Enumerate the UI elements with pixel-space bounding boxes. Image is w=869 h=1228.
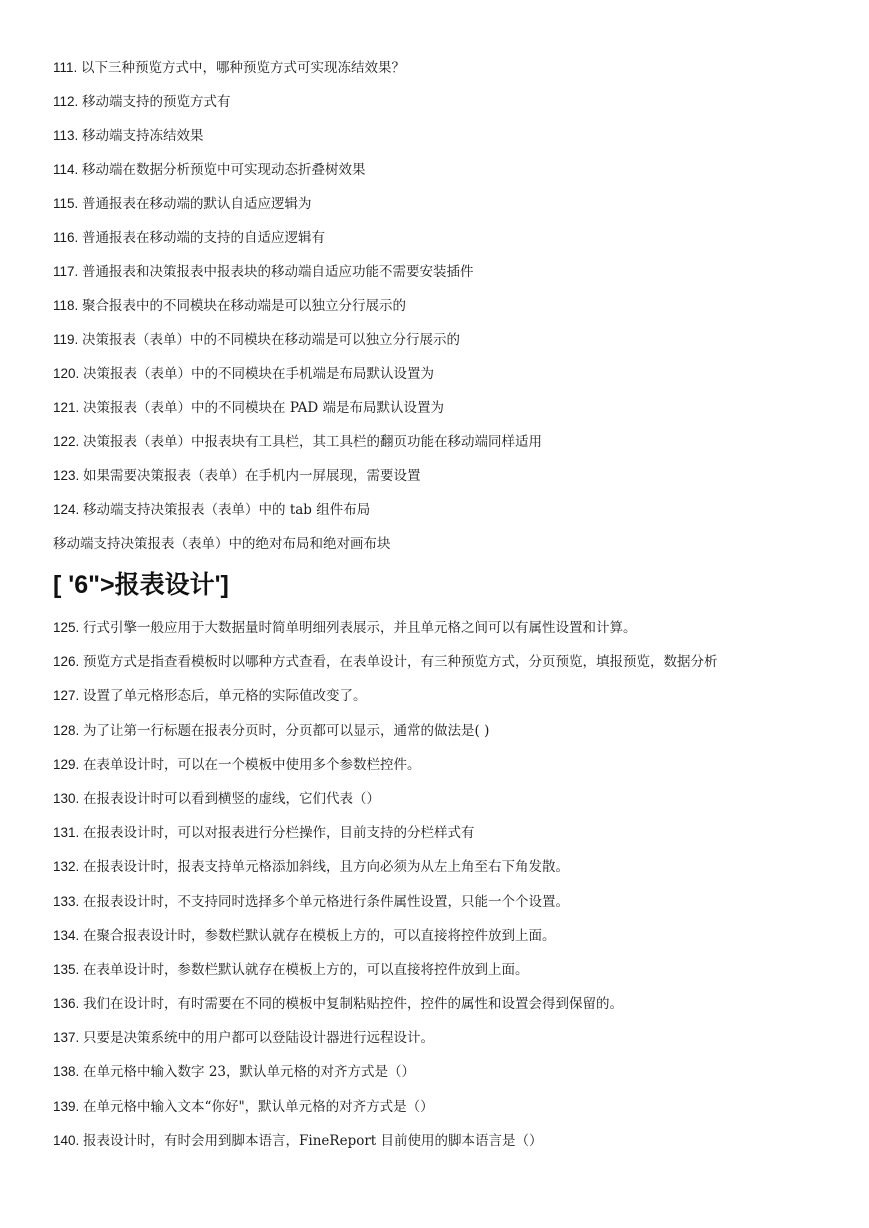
question-number: 139. bbox=[53, 1098, 80, 1114]
question-number: 123. bbox=[53, 468, 80, 483]
question-number: 136. bbox=[53, 996, 80, 1012]
question-text: 普通报表在移动端的默认自适应逻辑为 bbox=[82, 196, 312, 212]
question-text: 在报表设计时，不支持同时选择多个单元格进行条件属性设置，只能一个个设置。 bbox=[83, 893, 570, 910]
question-text: 行式引擎一般应用于大数据量时简单明细列表展示，并且单元格之间可以有属性设置和计算。 bbox=[83, 620, 637, 636]
section-heading: [ '6">报表设计'] bbox=[53, 571, 229, 599]
question-text: 如果需要决策报表（表单）在手机内一屏展现，需要设置 bbox=[83, 468, 421, 484]
question-item bbox=[53, 58, 843, 78]
question-number: 117. bbox=[53, 264, 79, 279]
question-text: 聚合报表中的不同模块在移动端是可以独立分行展示的 bbox=[82, 298, 407, 314]
document-page bbox=[53, 58, 843, 1165]
question-text: 报表设计时，有时会用到脚本语言，FineReport 目前使用的脚本语言是（） bbox=[83, 1132, 543, 1149]
question-text: 决策报表（表单）中的不同模块在移动端是可以独立分行展示的 bbox=[82, 332, 461, 348]
question-text: 在单元格中输入文本“你好"，默认单元格的对齐方式是（） bbox=[83, 1098, 434, 1115]
question-text: 决策报表（表单）中报表块有工具栏，其工具栏的翻页功能在移动端同样适用 bbox=[83, 434, 543, 450]
question-text: 在表单设计时，可以在一个模板中使用多个参数栏控件。 bbox=[83, 756, 421, 773]
question-item bbox=[53, 892, 843, 912]
question-text: 以下三种预览方式中，哪种预览方式可实现冻结效果？ bbox=[81, 60, 406, 76]
question-item bbox=[53, 262, 843, 282]
question-item bbox=[53, 960, 843, 980]
question-text: 移动端支持决策报表（表单）中的 tab 组件布局 bbox=[83, 502, 371, 518]
question-number: 138. bbox=[53, 1064, 80, 1080]
question-item bbox=[53, 1062, 843, 1082]
question-text: 在表单设计时，参数栏默认就存在模板上方的，可以直接将控件放到上面。 bbox=[83, 961, 529, 978]
question-number: 131. bbox=[53, 825, 80, 841]
question-number: 128. bbox=[53, 722, 80, 738]
question-item bbox=[53, 398, 843, 418]
question-number: 111. bbox=[53, 60, 78, 75]
question-text: 决策报表（表单）中的不同模块在手机端是布局默认设置为 bbox=[83, 366, 435, 382]
question-item bbox=[53, 466, 843, 486]
question-item bbox=[53, 994, 843, 1014]
question-text: 在聚合报表设计时，参数栏默认就存在模板上方的，可以直接将控件放到上面。 bbox=[83, 927, 556, 944]
question-text: 决策报表（表单）中的不同模块在 PAD 端是布局默认设置为 bbox=[83, 400, 445, 416]
question-number: 140. bbox=[53, 1132, 80, 1148]
question-number: 121. bbox=[53, 400, 80, 415]
question-number: 137. bbox=[53, 1030, 80, 1046]
question-item bbox=[53, 1028, 843, 1048]
question-item bbox=[53, 126, 843, 146]
question-text: 预览方式是指查看模板时以哪种方式查看，在表单设计，有三种预览方式，分页预览，填报预览，数据分析 bbox=[83, 654, 718, 671]
question-item bbox=[53, 364, 843, 384]
question-item bbox=[53, 789, 843, 809]
question-number: 115. bbox=[53, 196, 79, 211]
question-text: 在报表设计时，可以对报表进行分栏操作，目前支持的分栏样式有 bbox=[83, 825, 475, 842]
question-number: 113. bbox=[53, 128, 79, 143]
question-number: 116. bbox=[53, 230, 79, 245]
question-item bbox=[53, 228, 843, 248]
question-item bbox=[53, 92, 843, 112]
question-number: 134. bbox=[53, 927, 80, 943]
question-number: 129. bbox=[53, 756, 80, 772]
question-text: 在单元格中输入数字 23，默认单元格的对齐方式是（） bbox=[83, 1064, 416, 1081]
question-number: 118. bbox=[53, 298, 79, 313]
question-item bbox=[53, 618, 843, 638]
question-item bbox=[53, 500, 843, 520]
question-item bbox=[53, 432, 843, 452]
question-text: 移动端在数据分析预览中可实现动态折叠树效果 bbox=[82, 162, 366, 178]
question-text: 普通报表和决策报表中报表块的移动端自适应功能不需要安装插件 bbox=[82, 264, 474, 280]
question-number: 127. bbox=[53, 688, 80, 704]
question-item bbox=[53, 330, 843, 350]
question-item bbox=[53, 755, 843, 775]
question-number: 124. bbox=[53, 502, 80, 517]
question-number: 119. bbox=[53, 332, 79, 347]
question-text: 移动端支持冻结效果 bbox=[82, 128, 204, 144]
question-number: 112. bbox=[53, 94, 79, 109]
question-item bbox=[53, 686, 843, 706]
question-text: 移动端支持的预览方式有 bbox=[82, 94, 231, 110]
question-list-mobile bbox=[53, 58, 843, 520]
question-number: 130. bbox=[53, 790, 80, 806]
question-item bbox=[53, 194, 843, 214]
unnumbered-question: 移动端支持决策报表（表单）中的绝对布局和绝对画布块 bbox=[53, 536, 391, 552]
question-text: 设置了单元格形态后，单元格的实际值改变了。 bbox=[83, 688, 367, 705]
question-text: 我们在设计时，有时需要在不同的模板中复制粘贴控件，控件的属性和设置会得到保留的。 bbox=[83, 996, 624, 1013]
question-text: 普通报表在移动端的支持的自适应逻辑有 bbox=[82, 230, 326, 246]
question-number: 133. bbox=[53, 893, 80, 909]
question-text: 在报表设计时，报表支持单元格添加斜线，且方向必须为从左上角至右下角发散。 bbox=[83, 859, 570, 876]
question-number: 125. bbox=[53, 620, 80, 635]
question-text: 为了让第一行标题在报表分页时，分页都可以显示，通常的做法是( ) bbox=[83, 722, 490, 739]
question-text: 在报表设计时可以看到横竖的虚线，它们代表（） bbox=[83, 790, 381, 807]
question-item bbox=[53, 160, 843, 180]
question-number: 135. bbox=[53, 961, 80, 977]
question-item bbox=[53, 721, 843, 741]
question-number: 132. bbox=[53, 859, 80, 875]
question-item bbox=[53, 652, 843, 672]
question-item bbox=[53, 857, 843, 877]
question-list-report-design bbox=[53, 618, 843, 1151]
question-number: 122. bbox=[53, 434, 80, 449]
question-text: 只要是决策系统中的用户都可以登陆设计器进行远程设计。 bbox=[83, 1030, 435, 1047]
question-number: 126. bbox=[53, 654, 80, 670]
question-item bbox=[53, 296, 843, 316]
question-item bbox=[53, 823, 843, 843]
question-item bbox=[53, 1131, 843, 1151]
question-number: 114. bbox=[53, 162, 79, 177]
question-number: 120. bbox=[53, 366, 80, 381]
question-item bbox=[53, 926, 843, 946]
question-item bbox=[53, 1097, 843, 1117]
